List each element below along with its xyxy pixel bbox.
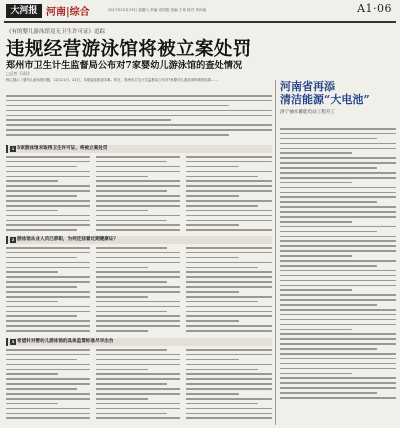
top-rule	[4, 21, 396, 23]
body-text-col-4	[6, 247, 90, 335]
sidebar-subtitle: 洛宁抽水蓄能电站工程开工	[280, 110, 336, 115]
section-title: 游泳馆从业人员已辞职，为何还挂着过期健康证？	[17, 237, 119, 242]
body-text-col-7	[6, 349, 90, 425]
body-text-col-1	[6, 156, 90, 232]
newspaper-logo: 大河报	[6, 4, 42, 18]
body-text-col-2	[96, 156, 180, 232]
intro-text	[6, 95, 272, 141]
body-text-col-9	[186, 349, 272, 425]
column-divider	[275, 80, 276, 425]
sidebar-title-line1: 河南省再添	[280, 80, 335, 93]
section-number: 3	[11, 340, 15, 344]
body-text-col-3	[186, 156, 272, 232]
section-heading-2	[6, 236, 272, 244]
lede-text: 核心提示丨婴幼儿游泳馆问题，12月21日、22日，本报接连报道本事。昨日，郑州市卫生计生监督局公布对7家婴幼儿游泳馆的调查结果……	[6, 78, 218, 82]
sidebar-body-text	[280, 128, 396, 428]
sidebar-title-line2: 清洁能源“大电池”	[280, 93, 370, 106]
body-text-col-8	[96, 349, 180, 425]
page-number: A1·06	[357, 2, 392, 15]
article-subhead: 郑州市卫生计生监督局公布对7家婴幼儿游泳馆的查处情况	[6, 60, 243, 71]
dateline: 2017年12月23日 星期六 责编 邓国强 美编 王伟 校对 李向南	[108, 8, 207, 12]
masthead	[0, 0, 400, 22]
section-heading-3	[6, 338, 272, 346]
section-number: 1	[11, 147, 15, 151]
article-kicker: 《有的婴儿游泳馆竟无卫生许可证》追踪	[6, 29, 106, 35]
body-text-col-6	[186, 247, 272, 335]
section-heading-1	[6, 145, 272, 153]
section-name: 河南|综合	[46, 7, 90, 18]
article-lede	[6, 78, 272, 93]
section-title: 5家游泳馆未取得卫生许可证，将被立案处罚	[17, 146, 108, 151]
section-title: 希望针对婴幼儿游泳馆的具体监管标准尽早出台	[17, 339, 114, 344]
section-number: 2	[11, 238, 15, 242]
body-text-col-5	[96, 247, 180, 335]
article-headline: 违规经营游泳馆将被立案处罚	[6, 39, 252, 60]
article-byline: □记者 于清洋	[6, 71, 30, 76]
